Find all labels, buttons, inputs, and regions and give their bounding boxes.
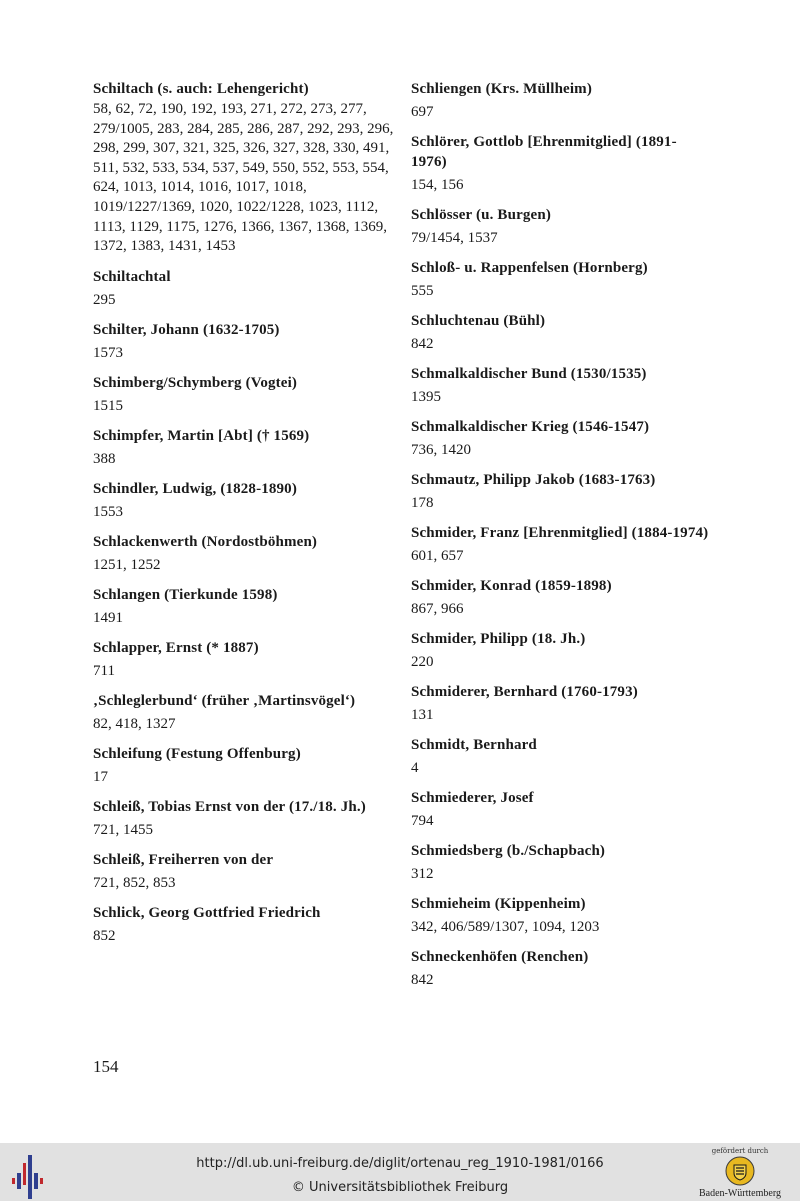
index-entry [411,523,711,566]
entry-references: 388 [93,450,116,467]
entry-references: 295 [93,291,116,308]
index-entry [93,479,403,522]
document-url-link[interactable]: http://dl.ub.uni-freiburg.de/diglit/ortenau_reg_1910-1981/0166 [196,1156,604,1171]
entry-heading: Schlapper, Ernst (* 1887) [93,639,259,656]
entry-heading: Schluchtenau (Bühl) [411,313,546,329]
entry-heading: Schlackenwerth (Nordostböhmen) [93,533,318,550]
entry-references: 178 [411,495,434,511]
entry-references: 220 [411,654,434,670]
entry-heading: Schloß- u. Rappenfelsen (Hornberg) [411,260,648,276]
sponsor-badge[interactable] [688,1145,792,1201]
index-entry [411,682,711,725]
index-entry [411,629,711,672]
index-entry [93,532,403,575]
entry-heading: Schmider, Konrad (1859-1898) [411,578,612,594]
entry-heading: Schmalkaldischer Bund (1530/1535) [411,366,647,382]
entry-heading: Schmidt, Bernhard [411,737,537,753]
entry-heading: ‚Schleglerbund‘ (früher ‚Martinsvögel‘) [93,692,356,709]
index-entry [411,841,711,884]
entry-references: 312 [411,866,434,882]
entry-heading: Schilter, Johann (1632-1705) [93,321,280,338]
index-entry [411,132,711,195]
entry-references: 1395 [411,389,441,405]
index-entry [93,267,403,310]
index-entry [411,205,711,248]
entry-references: 711 [93,662,115,679]
entry-heading: Schindler, Ludwig, (1828-1890) [93,480,297,497]
entry-heading: Schmider, Philipp (18. Jh.) [411,631,586,647]
entry-references: 721, 1455 [93,821,153,838]
index-entry [93,903,403,946]
left-column [93,79,403,956]
sponsor-caption: gefördert durch [711,1147,769,1155]
entry-heading: Schmautz, Philipp Jakob (1683-1763) [411,472,656,488]
entry-references: 58, 62, 72, 190, 192, 193, 271, 272, 273, 277, 279/1005, 283, 284, 285, 286, 287, 292, 293, 296, 298, 299, 307, 321, 325, 326, 327, 328, 330, 491, 511, 532, 533, 534, 537, 549, 550, 552, 553, 554, 624, 1013, 1014, 1016, 1017, 1018, 1019/1227/1369, 1020, 1022/1228, 1023, 1112, 1113, 1129, 1175, 1276, 1366, 1367, 1368, 1369, 1372, 1383, 1431, 1453 [93,101,394,255]
index-entry [411,470,711,513]
entry-references: 82, 418, 1327 [93,715,176,732]
entry-heading: Schleifung (Festung Offenburg) [93,745,301,762]
sponsor-name: Baden-Württemberg [698,1188,781,1199]
index-entry [93,320,403,363]
index-entry [411,258,711,301]
entry-heading: Schlangen (Tierkunde 1598) [93,586,278,603]
entry-heading: Schimpfer, Martin [Abt] († 1569) [93,427,310,444]
index-entry [93,638,403,681]
entry-heading: Schneckenhöfen (Renchen) [411,949,589,965]
entry-heading: Schmiderer, Bernhard (1760-1793) [411,684,638,700]
entry-references: 1515 [93,397,123,414]
entry-references: 17 [93,768,108,785]
page-number: 154 [93,1057,119,1076]
index-entry [93,850,403,893]
entry-references: 736, 1420 [411,442,471,458]
entry-heading: Schliengen (Krs. Müllheim) [411,81,592,97]
entry-heading: Schmider, Franz [Ehrenmitglied] (1884-1974) [411,525,709,541]
entry-heading: Schmiederer, Josef [411,790,534,806]
entry-references: 342, 406/589/1307, 1094, 1203 [411,919,600,935]
entry-references: 555 [411,283,434,299]
entry-references: 79/1454, 1537 [411,230,498,246]
index-entry [411,79,711,122]
entry-references: 1491 [93,609,123,626]
index-entry [411,311,711,354]
entry-references: 131 [411,707,434,723]
index-entry [93,691,403,734]
entry-references: 154, 156 [411,177,464,193]
index-entry [411,417,711,460]
entry-references: 852 [93,927,116,944]
entry-references: 697 [411,104,434,120]
index-entry [411,894,711,937]
entry-heading: Schmalkaldischer Krieg (1546-1547) [411,419,650,435]
entry-heading: Schlösser (u. Burgen) [411,207,551,223]
entry-heading: Schleiß, Freiherren von der [93,851,274,868]
entry-heading: Schmieheim (Kippenheim) [411,896,586,912]
entry-references: 794 [411,813,434,829]
entry-heading: Schiltach (s. auch: Lehengericht) [93,81,309,97]
entry-references: 721, 852, 853 [93,874,176,891]
entry-references: 842 [411,972,434,988]
entry-references: 1251, 1252 [93,556,161,573]
index-entry [411,735,711,778]
index-entry [411,576,711,619]
index-entry [93,79,403,257]
index-entry [93,744,403,787]
entry-references: 4 [411,760,419,776]
entry-heading: Schimberg/Schymberg (Vogtei) [93,374,298,391]
index-entry [93,373,403,416]
entry-references: 842 [411,336,434,352]
entry-references: 601, 657 [411,548,464,564]
index-entry [93,426,403,469]
entry-references: 1553 [93,503,123,520]
baden-wuerttemberg-crest-icon [725,1156,755,1186]
index-entry [93,797,403,840]
index-entry [411,364,711,407]
entry-heading: Schlick, Georg Gottfried Friedrich [93,904,321,921]
entry-heading: Schleiß, Tobias Ernst von der (17./18. Jh.) [93,798,366,815]
copyright-text: © Universitätsbibliothek Freiburg [291,1180,509,1195]
entry-heading: Schmiedsberg (b./Schapbach) [411,843,606,859]
index-entry [411,788,711,831]
index-entry [93,585,403,628]
index-entry [411,947,711,990]
entry-references: 1573 [93,344,123,361]
entry-heading: Schlörer, Gottlob [Ehrenmitglied] (1891-1976) [411,134,677,170]
entry-references: 867, 966 [411,601,464,617]
entry-heading: Schiltachtal [93,268,171,285]
right-column [411,79,711,1000]
viewer-footer [0,1143,800,1201]
